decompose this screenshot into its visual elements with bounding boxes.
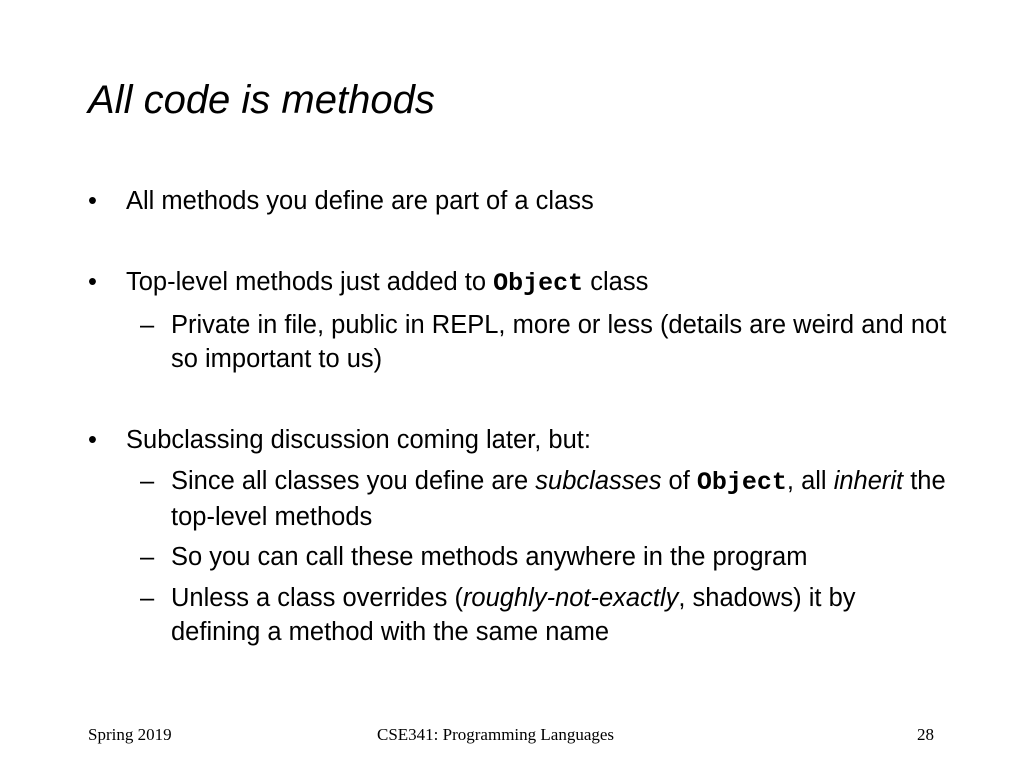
bullet-text: All methods you define are part of a class (126, 187, 594, 215)
sub-item-overrides (84, 581, 964, 649)
sub-item-subclasses-inherit (84, 464, 964, 534)
bullet-marker: • (88, 426, 97, 454)
bullet-item-subclassing (84, 423, 964, 457)
dash-marker: – (140, 584, 155, 612)
sub-item-text: Since all classes you define are subclasses of Object, all inherit the top-level methods (171, 467, 946, 531)
bullet-marker: • (88, 187, 97, 215)
dash-marker: – (140, 543, 155, 571)
emphasis-inherit: inherit (833, 467, 904, 495)
bullet-item-methods-in-class (84, 184, 964, 218)
footer-course: CSE341: Programming Languages (377, 725, 615, 744)
footer-date: Spring 2019 (88, 725, 172, 744)
code-object: Object (493, 269, 584, 298)
bullet-text: Subclassing discussion coming later, but: (126, 426, 591, 454)
bullet-marker: • (88, 268, 97, 296)
sub-item-text: Private in file, public in REPL, more or less (details are weird and not so important to us) (171, 311, 947, 373)
sub-item-text: So you can call these methods anywhere in the program (171, 543, 808, 571)
slide-title: All code is methods (88, 78, 435, 122)
sub-item-private-in-file (84, 308, 964, 376)
emphasis-roughly-not-exactly: roughly-not-exactly (462, 584, 679, 612)
emphasis-subclasses: subclasses (535, 467, 662, 495)
code-object: Object (696, 468, 787, 497)
bullet-text: Top-level methods just added to Object class (126, 268, 649, 298)
sub-item-text: Unless a class overrides (roughly-not-exactly, shadows) it by defining a method with the same name (171, 584, 856, 646)
bullet-item-top-level-methods (84, 265, 964, 301)
page-number: 28 (917, 725, 934, 744)
sub-item-call-anywhere (84, 540, 964, 574)
dash-marker: – (140, 467, 155, 495)
dash-marker: – (140, 311, 155, 339)
